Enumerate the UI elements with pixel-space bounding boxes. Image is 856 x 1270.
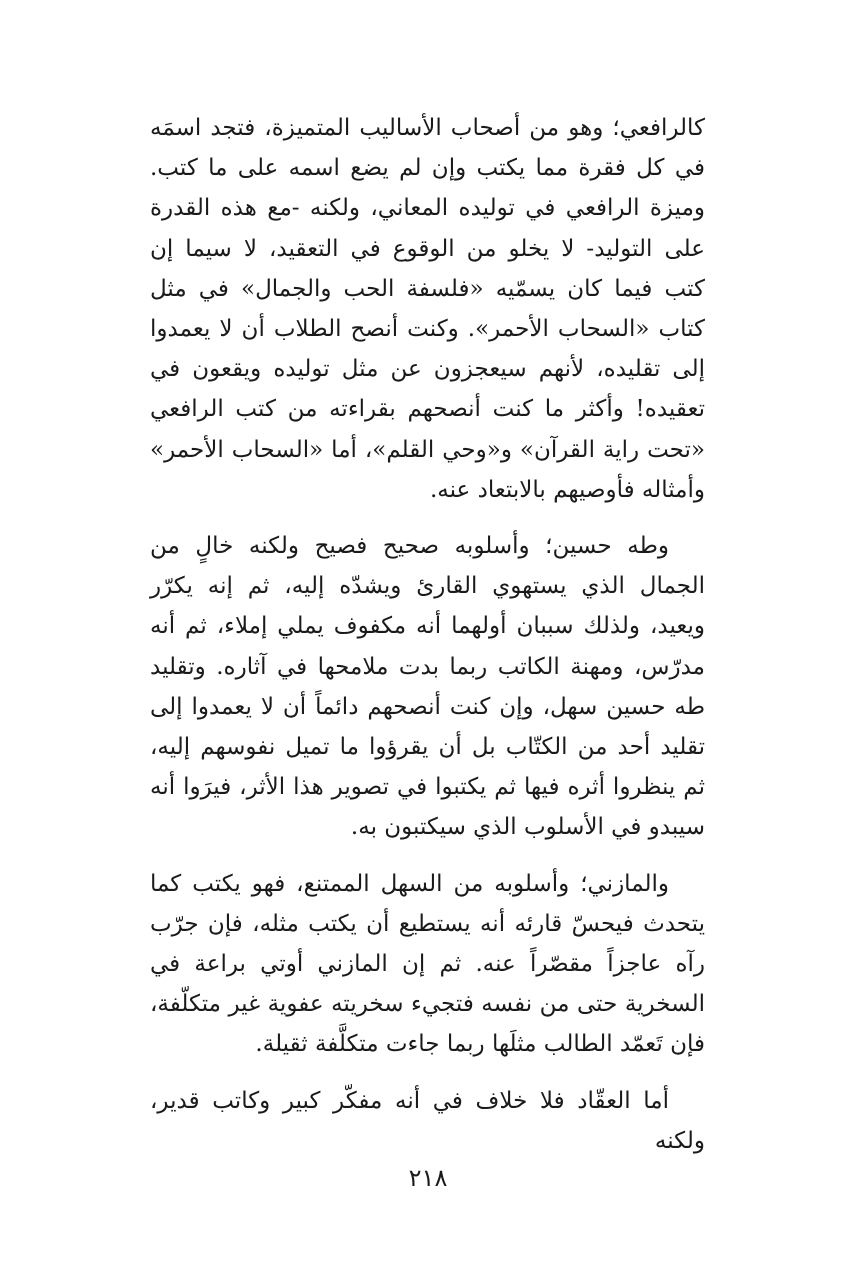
page-number: ٢١٨	[408, 1164, 448, 1192]
body-text	[150, 108, 705, 1177]
paragraph-aqqad: أما العقّاد فلا خلاف في أنه مفكّر كبير وكاتب قدير، ولكنه	[150, 1087, 705, 1154]
paragraph-rafii: كالرافعي؛ وهو من أصحاب الأساليب المتميزة، فتجد اسمَه في كل فقرة مما يكتب وإن لم يضع اسمه على ما كتب. وميزة الرافعي في توليده المعاني، ولكنه -مع هذه القدرة على التوليد- لا يخلو من الوقوع في التعقيد، لا سيما إن كتب فيما كان يسمّيه «فلسفة الحب والجمال» في مثل كتاب «السحاب الأحمر». وكنت أنصح الطلاب أن لا يعمدوا إلى تقليده، لأنهم سيعجزون عن مثل توليده ويقعون في تعقيده! وأكثر ما كنت أنصحهم بقراءته من كتب الرافعي «تحت راية القرآن» و«وحي القلم»، أما «السحاب الأحمر» وأمثاله فأوصيهم بالابتعاد عنه.	[150, 115, 705, 503]
paragraph-mazini: والمازني؛ وأسلوبه من السهل الممتنع، فهو يكتب كما يتحدث فيحسّ قارئه أنه يستطيع أن يكتب مثله، فإن جرّب رآه عاجزاً مقصّراً عنه. ثم إن المازني أوتي براعة في السخرية حتى من نفسه فتجيء سخريته عفوية غير متكلّفة، فإن تَعمّد الطالب مثلَها ربما جاءت متكلَّفة ثقيلة.	[150, 870, 705, 1058]
paragraph-taha-hussein: وطه حسين؛ وأسلوبه صحيح فصيح ولكنه خالٍ من الجمال الذي يستهوي القارئ ويشدّه إليه، ثم إنه يكرّر ويعيد، ولذلك سببان أولهما أنه مكفوف يملي إملاء، ثم أنه مدرّس، ومهنة الكاتب ربما بدت ملامحها في آثاره. وتقليد طه حسين سهل، وإن كنت أنصحهم دائماً أن لا يعمدوا إلى تقليد أحد من الكتّاب بل أن يقرؤوا ما تميل نفوسهم إليه، ثم ينظروا أثره فيها ثم يكتبوا في تصوير هذا الأثر، فيرَوا أنه سيبدو في الأسلوب الذي سيكتبون به.	[150, 533, 705, 841]
